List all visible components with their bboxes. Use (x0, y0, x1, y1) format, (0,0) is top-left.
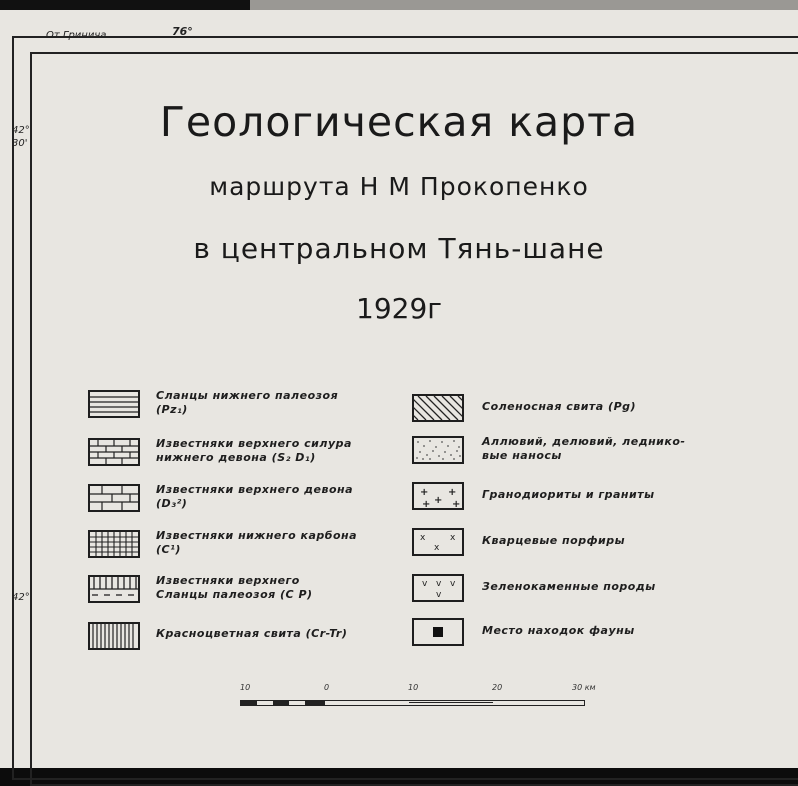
vertical-lines-icon (88, 622, 140, 650)
svg-text:v: v (436, 579, 442, 589)
vertical-dashed-icon (88, 575, 140, 603)
scale-tick: 10 (408, 683, 419, 692)
svg-text:x: x (420, 533, 426, 543)
scale-bar (240, 683, 620, 713)
legend-label: Сланцы нижнего палеозоя (156, 389, 339, 402)
latitude-bottom-label: 42° (12, 592, 30, 603)
svg-text:x: x (450, 533, 456, 543)
svg-text:+: + (434, 495, 443, 506)
legend-label: Красноцветная свита (Cr-Tr) (156, 627, 348, 640)
latitude-top-minutes: 30' (12, 138, 28, 149)
svg-text:+: + (452, 499, 461, 508)
scale-tick: 0 (324, 683, 330, 692)
legend-label: Кварцевые порфиры (482, 534, 626, 547)
horizontal-lines-icon (88, 390, 140, 418)
svg-text:v: v (450, 579, 456, 589)
scale-tick: 20 (492, 683, 503, 692)
legend-label: Аллювий, делювий, леднико- (482, 435, 686, 448)
scale-tick: 30 км (572, 683, 596, 692)
v-marks-icon (412, 574, 464, 602)
map-year: 1929г (356, 292, 442, 325)
scale-bar-line (240, 700, 585, 706)
map-title: Геологическая карта (159, 98, 639, 146)
stipple-icon (412, 436, 464, 464)
top-edge-strip (0, 0, 798, 10)
svg-text:x: x (434, 543, 440, 553)
legend-label: Известняки верхнего (156, 574, 300, 587)
square-dot-icon (412, 618, 464, 646)
legend-label-code: (C¹) (156, 543, 181, 556)
svg-text:v: v (436, 590, 442, 600)
svg-text:+: + (448, 487, 457, 498)
longitude-label: 76° (172, 25, 193, 38)
legend-label: Известняки нижнего карбона (156, 529, 358, 542)
legend-label: Гранодиориты и граниты (482, 488, 655, 501)
map-subtitle-region: в центральном Тянь-шане (193, 232, 605, 265)
legend-label-cont: вые наносы (482, 449, 562, 462)
scale-tick: 10 (240, 683, 251, 692)
legend-label: Известняки верхнего силура (156, 437, 352, 450)
grid-icon (88, 530, 140, 558)
large-brick-icon (88, 484, 140, 512)
legend-label: Соленосная свита (Pg) (482, 400, 637, 413)
x-marks-icon (412, 528, 464, 556)
map-subtitle-route: маршрута Н М Прокопенко (209, 172, 589, 201)
legend-label-code: (Pz₁) (156, 403, 188, 416)
legend-label: Зеленокаменные породы (482, 580, 656, 593)
svg-text:v: v (422, 579, 428, 589)
plus-icon (412, 482, 464, 510)
legend-label-code: (D₃²) (156, 497, 188, 510)
svg-text:+: + (420, 487, 429, 498)
latitude-top-label: 42° (12, 125, 30, 136)
legend-label: Место находок фауны (482, 624, 635, 637)
brick-icon (88, 438, 140, 466)
greenwich-label: От Гринича (46, 30, 107, 41)
legend-label: Известняки верхнего девона (156, 483, 354, 496)
legend-label-code: нижнего девона (S₂ D₁) (156, 451, 316, 464)
diagonal-lines-icon (412, 394, 464, 422)
legend-label-code: Сланцы палеозоя (C P) (156, 588, 313, 601)
svg-text:+: + (422, 499, 431, 508)
